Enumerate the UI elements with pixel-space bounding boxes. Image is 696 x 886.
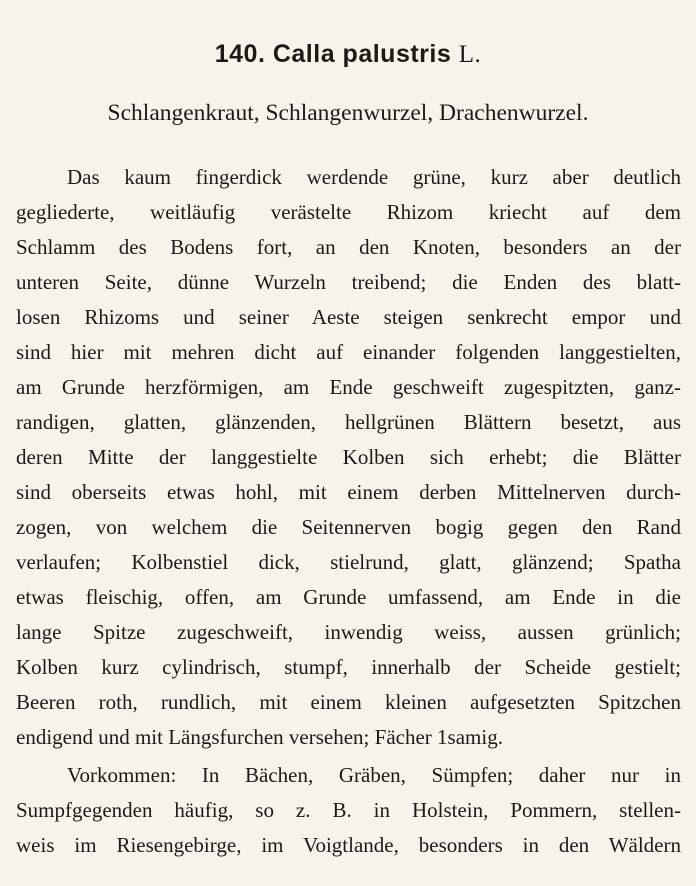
text-line: deren Mitte der langgestielte Kolben sich erhebt; die Blätter (16, 445, 681, 469)
text-line: Vorkommen: In Bächen, Gräben, Sümpfen; daher nur in (67, 763, 681, 787)
text-line: Schlamm des Bodens fort, an den Knoten, besonders an der (16, 235, 681, 259)
text-line: weis im Riesengebirge, im Voigtlande, besonders in den Wäldern (16, 833, 681, 857)
text-line: randigen, glatten, glänzenden, hellgrünen Blättern besetzt, aus (16, 410, 681, 434)
title-text: 140. Calla palustris (214, 40, 452, 68)
text-line: am Grunde herzförmigen, am Ende geschweift zugespitzten, ganz- (16, 375, 681, 399)
text-line: Das kaum fingerdick werdende grüne, kurz aber deutlich (67, 165, 681, 189)
page-title (0, 40, 696, 69)
text-line: sind oberseits etwas hohl, mit einem derben Mittelnerven durch- (16, 480, 681, 504)
text-line: endigend und mit Längsfurchen versehen; Fächer 1samig. (16, 725, 503, 749)
text-line: Kolben kurz cylindrisch, stumpf, innerhalb der Scheide gestielt; (16, 655, 681, 679)
text-line: Sumpfgegenden häufig, so z. B. in Holstein, Pommern, stellen- (16, 798, 681, 822)
text-line: Beeren roth, rundlich, mit einem kleinen aufgesetzten Spitzchen (16, 690, 681, 714)
title-author: L. (458, 41, 482, 68)
text-line: gegliederte, weitläufig verästelte Rhizom kriecht auf dem (16, 200, 681, 224)
text-line: etwas fleischig, offen, am Grunde umfassend, am Ende in die (16, 585, 681, 609)
text-line: zogen, von welchem die Seitennerven bogig gegen den Rand (16, 515, 681, 539)
text-line: verlaufen; Kolbenstiel dick, stielrund, glatt, glänzend; Spatha (16, 550, 681, 574)
text-line: sind hier mit mehren dicht auf einander folgenden langgestielten, (16, 340, 681, 364)
text-line: unteren Seite, dünne Wurzeln treibend; die Enden des blatt- (16, 270, 681, 294)
text-line: lange Spitze zugeschweift, inwendig weiss, aussen grünlich; (16, 620, 681, 644)
page-subtitle: Schlangenkraut, Schlangenwurzel, Drachenwurzel. (107, 100, 589, 126)
text-line: losen Rhizoms und seiner Aeste steigen senkrecht empor und (16, 305, 681, 329)
